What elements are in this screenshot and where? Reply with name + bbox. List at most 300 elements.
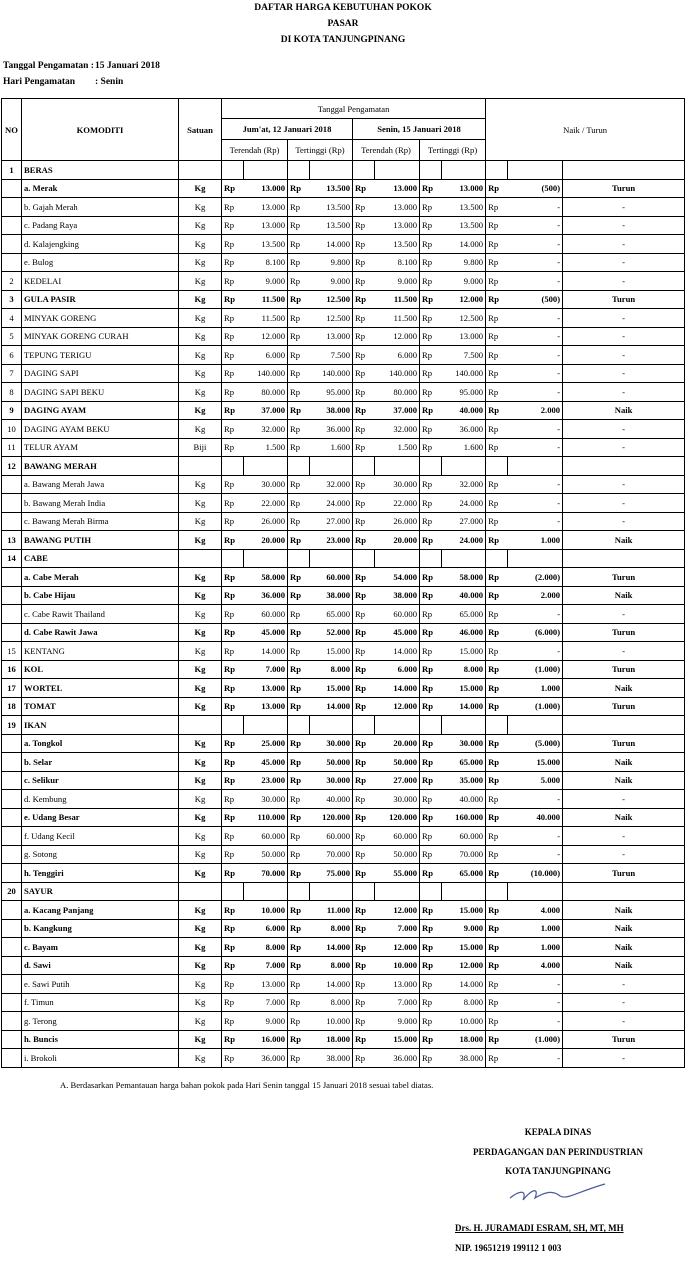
commodity-name: d. Sawi — [22, 956, 179, 975]
price-value: 60.000 — [375, 605, 420, 624]
price-value: 120.000 — [375, 808, 420, 827]
currency-label: Rp — [420, 346, 442, 365]
change-status: - — [563, 827, 685, 846]
currency-label: Rp — [486, 216, 508, 235]
currency-label: Rp — [353, 512, 375, 531]
change-status: - — [563, 272, 685, 291]
change-status: - — [563, 253, 685, 272]
change-status: - — [563, 790, 685, 809]
empty-cell — [310, 716, 353, 735]
change-status: - — [563, 1049, 685, 1068]
currency-label: Rp — [288, 605, 310, 624]
price-value: 9.800 — [310, 253, 353, 272]
price-value: 13.000 — [442, 179, 486, 198]
unit-cell: Kg — [179, 642, 222, 661]
currency-label: Rp — [222, 753, 244, 772]
empty-cell — [310, 161, 353, 180]
table-row — [2, 475, 685, 494]
commodity-name: MINYAK GORENG — [22, 309, 179, 328]
currency-label: Rp — [353, 383, 375, 402]
change-status: Turun — [563, 290, 685, 309]
currency-label: Rp — [420, 808, 442, 827]
price-value: 26.000 — [244, 512, 288, 531]
price-value: 27.000 — [310, 512, 353, 531]
price-value: 7.000 — [375, 919, 420, 938]
price-change: 2.000 — [508, 401, 563, 420]
empty-cell — [244, 549, 288, 568]
change-status: Naik — [563, 753, 685, 772]
change-status: - — [563, 383, 685, 402]
commodity-name: f. Udang Kecil — [22, 827, 179, 846]
currency-label: Rp — [420, 586, 442, 605]
empty-cell — [310, 882, 353, 901]
commodity-name: c. Bawang Merah Birma — [22, 512, 179, 531]
price-value: 13.000 — [244, 216, 288, 235]
table-row — [2, 623, 685, 642]
change-status: Turun — [563, 734, 685, 753]
currency-label: Rp — [486, 290, 508, 309]
table-row — [2, 808, 685, 827]
commodity-name: DAGING AYAM — [22, 401, 179, 420]
price-value: 30.000 — [375, 790, 420, 809]
currency-label: Rp — [222, 901, 244, 920]
empty-cell — [353, 161, 375, 180]
empty-cell — [288, 716, 310, 735]
currency-label: Rp — [420, 771, 442, 790]
empty-cell — [442, 457, 486, 476]
unit-cell: Kg — [179, 420, 222, 439]
price-value: 25.000 — [244, 734, 288, 753]
price-value: 12.500 — [310, 309, 353, 328]
price-value: 110.000 — [244, 808, 288, 827]
unit-cell: Kg — [179, 660, 222, 679]
currency-label: Rp — [288, 198, 310, 217]
change-status: - — [563, 642, 685, 661]
currency-label: Rp — [353, 475, 375, 494]
currency-label: Rp — [288, 253, 310, 272]
currency-label: Rp — [288, 309, 310, 328]
currency-label: Rp — [486, 679, 508, 698]
currency-label: Rp — [222, 845, 244, 864]
change-status: - — [563, 216, 685, 235]
price-value: 13.000 — [244, 975, 288, 994]
table-row — [2, 568, 685, 587]
row-no: 1 — [2, 161, 22, 180]
empty-cell — [244, 716, 288, 735]
row-no: 4 — [2, 309, 22, 328]
empty-cell — [288, 882, 310, 901]
price-value: 46.000 — [442, 623, 486, 642]
currency-label: Rp — [486, 938, 508, 957]
currency-label: Rp — [222, 216, 244, 235]
row-no — [2, 235, 22, 254]
currency-label: Rp — [420, 401, 442, 420]
currency-label: Rp — [486, 383, 508, 402]
row-no — [2, 734, 22, 753]
row-no: 10 — [2, 420, 22, 439]
commodity-name: c. Selikur — [22, 771, 179, 790]
table-row — [2, 790, 685, 809]
price-value: 95.000 — [442, 383, 486, 402]
currency-label: Rp — [222, 993, 244, 1012]
table-row — [2, 327, 685, 346]
currency-label: Rp — [486, 845, 508, 864]
currency-label: Rp — [288, 586, 310, 605]
table-row — [2, 309, 685, 328]
commodity-name: KENTANG — [22, 642, 179, 661]
price-value: 9.000 — [310, 272, 353, 291]
commodity-name: d. Kembung — [22, 790, 179, 809]
currency-label: Rp — [222, 512, 244, 531]
currency-label: Rp — [288, 660, 310, 679]
unit-cell: Kg — [179, 1030, 222, 1049]
currency-label: Rp — [420, 975, 442, 994]
currency-label: Rp — [288, 475, 310, 494]
price-value: 14.000 — [310, 938, 353, 957]
price-value: 8.000 — [310, 993, 353, 1012]
currency-label: Rp — [420, 438, 442, 457]
currency-label: Rp — [288, 568, 310, 587]
empty-cell — [244, 882, 288, 901]
commodity-name: a. Bawang Merah Jawa — [22, 475, 179, 494]
currency-label: Rp — [486, 346, 508, 365]
currency-label: Rp — [222, 1012, 244, 1031]
currency-label: Rp — [486, 919, 508, 938]
currency-label: Rp — [353, 993, 375, 1012]
row-no — [2, 1049, 22, 1068]
empty-cell — [563, 161, 685, 180]
price-value: 8.000 — [310, 956, 353, 975]
price-value: 30.000 — [244, 475, 288, 494]
unit-cell: Kg — [179, 586, 222, 605]
currency-label: Rp — [222, 327, 244, 346]
price-value: 60.000 — [310, 827, 353, 846]
price-value: 9.800 — [442, 253, 486, 272]
change-status: - — [563, 845, 685, 864]
table-row — [2, 1012, 685, 1031]
price-value: 14.000 — [442, 235, 486, 254]
price-change: - — [508, 1012, 563, 1031]
change-status: - — [563, 993, 685, 1012]
empty-cell — [179, 457, 222, 476]
unit-cell: Biji — [179, 438, 222, 457]
row-no — [2, 938, 22, 957]
commodity-name: b. Selar — [22, 753, 179, 772]
price-value: 13.000 — [442, 327, 486, 346]
currency-label: Rp — [486, 1030, 508, 1049]
price-value: 11.500 — [375, 309, 420, 328]
currency-label: Rp — [486, 438, 508, 457]
price-value: 36.000 — [244, 586, 288, 605]
currency-label: Rp — [288, 401, 310, 420]
currency-label: Rp — [420, 1049, 442, 1068]
note-text: A. Berdasarkan Pemantauan harga bahan pokok pada Hari Senin tanggal 15 Januari 2018 sesuai tabel diatas. — [60, 1080, 434, 1090]
row-no — [2, 605, 22, 624]
price-value: 13.500 — [310, 179, 353, 198]
price-change: (1.000) — [508, 697, 563, 716]
price-value: 55.000 — [375, 864, 420, 883]
row-no — [2, 586, 22, 605]
currency-label: Rp — [222, 642, 244, 661]
change-status: Naik — [563, 808, 685, 827]
unit-cell: Kg — [179, 568, 222, 587]
price-value: 65.000 — [310, 605, 353, 624]
price-change: - — [508, 235, 563, 254]
table-row — [2, 198, 685, 217]
empty-cell — [508, 549, 563, 568]
change-status: Turun — [563, 697, 685, 716]
empty-cell — [420, 716, 442, 735]
currency-label: Rp — [353, 642, 375, 661]
currency-label: Rp — [353, 198, 375, 217]
currency-label: Rp — [222, 531, 244, 550]
row-no — [2, 198, 22, 217]
price-value: 10.000 — [244, 901, 288, 920]
currency-label: Rp — [486, 401, 508, 420]
change-status: Naik — [563, 679, 685, 698]
row-no — [2, 993, 22, 1012]
currency-label: Rp — [222, 253, 244, 272]
observation-date — [3, 61, 160, 71]
price-value: 9.000 — [244, 272, 288, 291]
unit-cell: Kg — [179, 253, 222, 272]
signature-name: Drs. H. JURAMADI ESRAM, SH, MT, MH — [455, 1223, 624, 1233]
table-row — [2, 605, 685, 624]
price-change: (500) — [508, 290, 563, 309]
table-row — [2, 753, 685, 772]
price-value: 14.000 — [310, 697, 353, 716]
commodity-name: a. Cabe Merah — [22, 568, 179, 587]
commodity-name: f. Timun — [22, 993, 179, 1012]
observation-date-label: Tanggal Pengamatan : — [3, 61, 94, 71]
empty-cell — [486, 161, 508, 180]
currency-label: Rp — [486, 975, 508, 994]
currency-label: Rp — [222, 864, 244, 883]
header-date-1: Jum'at, 12 Januari 2018 — [222, 119, 353, 140]
currency-label: Rp — [288, 1049, 310, 1068]
price-value: 15.000 — [442, 901, 486, 920]
price-table — [1, 98, 685, 1068]
commodity-group-name: BERAS — [22, 161, 179, 180]
price-change: 2.000 — [508, 586, 563, 605]
currency-label: Rp — [222, 420, 244, 439]
signature-title-1: KEPALA DINAS — [524, 1127, 592, 1137]
change-status: Naik — [563, 956, 685, 975]
unit-cell: Kg — [179, 938, 222, 957]
table-row — [2, 993, 685, 1012]
currency-label: Rp — [353, 956, 375, 975]
currency-label: Rp — [486, 420, 508, 439]
table-row — [2, 956, 685, 975]
price-change: - — [508, 845, 563, 864]
currency-label: Rp — [420, 753, 442, 772]
table-row — [2, 919, 685, 938]
currency-label: Rp — [420, 642, 442, 661]
currency-label: Rp — [420, 605, 442, 624]
price-value: 22.000 — [375, 494, 420, 513]
row-no: 11 — [2, 438, 22, 457]
price-value: 60.000 — [244, 827, 288, 846]
price-value: 60.000 — [310, 568, 353, 587]
currency-label: Rp — [288, 1030, 310, 1049]
commodity-name: BAWANG PUTIH — [22, 531, 179, 550]
unit-cell: Kg — [179, 734, 222, 753]
price-value: 6.000 — [244, 919, 288, 938]
currency-label: Rp — [288, 642, 310, 661]
row-no — [2, 475, 22, 494]
price-value: 13.500 — [442, 198, 486, 217]
currency-label: Rp — [222, 364, 244, 383]
currency-label: Rp — [288, 179, 310, 198]
currency-label: Rp — [353, 790, 375, 809]
commodity-name: c. Cabe Rawit Thailand — [22, 605, 179, 624]
price-value: 14.000 — [244, 642, 288, 661]
price-change: - — [508, 198, 563, 217]
unit-cell: Kg — [179, 975, 222, 994]
commodity-name: i. Brokoli — [22, 1049, 179, 1068]
table-row — [2, 975, 685, 994]
commodity-name: g. Terong — [22, 1012, 179, 1031]
change-status: Naik — [563, 919, 685, 938]
commodity-name: b. Gajah Merah — [22, 198, 179, 217]
price-value: 12.000 — [375, 327, 420, 346]
price-change: - — [508, 1049, 563, 1068]
currency-label: Rp — [486, 475, 508, 494]
unit-cell: Kg — [179, 919, 222, 938]
currency-label: Rp — [222, 827, 244, 846]
unit-cell: Kg — [179, 179, 222, 198]
price-value: 6.000 — [375, 660, 420, 679]
currency-label: Rp — [353, 438, 375, 457]
price-value: 65.000 — [442, 864, 486, 883]
currency-label: Rp — [353, 808, 375, 827]
price-value: 13.000 — [244, 179, 288, 198]
price-value: 75.000 — [310, 864, 353, 883]
price-value: 12.000 — [442, 290, 486, 309]
group-row — [2, 457, 685, 476]
price-value: 8.100 — [375, 253, 420, 272]
price-value: 45.000 — [375, 623, 420, 642]
unit-cell: Kg — [179, 346, 222, 365]
unit-cell: Kg — [179, 753, 222, 772]
row-no: 3 — [2, 290, 22, 309]
currency-label: Rp — [222, 808, 244, 827]
currency-label: Rp — [420, 845, 442, 864]
observation-day — [3, 77, 124, 87]
empty-cell — [222, 549, 244, 568]
price-value: 80.000 — [244, 383, 288, 402]
price-value: 27.000 — [442, 512, 486, 531]
price-value: 38.000 — [442, 1049, 486, 1068]
price-value: 10.000 — [442, 1012, 486, 1031]
price-value: 8.000 — [442, 993, 486, 1012]
price-value: 9.000 — [244, 1012, 288, 1031]
price-value: 14.000 — [442, 975, 486, 994]
price-value: 15.000 — [442, 642, 486, 661]
observation-day-value: : Senin — [95, 77, 124, 87]
row-no: 17 — [2, 679, 22, 698]
header-low-1: Terendah (Rp) — [222, 140, 288, 161]
price-value: 23.000 — [244, 771, 288, 790]
currency-label: Rp — [222, 179, 244, 198]
currency-label: Rp — [353, 734, 375, 753]
currency-label: Rp — [420, 568, 442, 587]
price-value: 9.000 — [375, 272, 420, 291]
row-no — [2, 253, 22, 272]
currency-label: Rp — [353, 1012, 375, 1031]
price-value: 70.000 — [442, 845, 486, 864]
empty-cell — [420, 549, 442, 568]
currency-label: Rp — [222, 198, 244, 217]
price-value: 24.000 — [442, 531, 486, 550]
empty-cell — [375, 549, 420, 568]
price-value: 13.500 — [442, 216, 486, 235]
change-status: Turun — [563, 864, 685, 883]
table-row — [2, 216, 685, 235]
price-change: - — [508, 438, 563, 457]
observation-day-label: Hari Pengamatan — [3, 77, 76, 87]
table-row — [2, 179, 685, 198]
price-change: (5.000) — [508, 734, 563, 753]
currency-label: Rp — [486, 1049, 508, 1068]
currency-label: Rp — [420, 938, 442, 957]
price-value: 8.000 — [442, 660, 486, 679]
price-value: 50.000 — [244, 845, 288, 864]
price-value: 20.000 — [244, 531, 288, 550]
price-value: 22.000 — [244, 494, 288, 513]
row-no — [2, 623, 22, 642]
empty-cell — [222, 882, 244, 901]
empty-cell — [508, 716, 563, 735]
currency-label: Rp — [353, 272, 375, 291]
table-row — [2, 771, 685, 790]
currency-label: Rp — [222, 346, 244, 365]
currency-label: Rp — [420, 623, 442, 642]
currency-label: Rp — [222, 383, 244, 402]
price-change: - — [508, 327, 563, 346]
currency-label: Rp — [222, 605, 244, 624]
currency-label: Rp — [486, 253, 508, 272]
empty-cell — [508, 457, 563, 476]
change-status: - — [563, 975, 685, 994]
change-status: Turun — [563, 623, 685, 642]
price-value: 50.000 — [375, 753, 420, 772]
change-status: - — [563, 605, 685, 624]
unit-cell: Kg — [179, 623, 222, 642]
change-status: - — [563, 346, 685, 365]
change-status: - — [563, 309, 685, 328]
currency-label: Rp — [288, 771, 310, 790]
table-row — [2, 679, 685, 698]
currency-label: Rp — [222, 235, 244, 254]
currency-label: Rp — [288, 827, 310, 846]
currency-label: Rp — [353, 605, 375, 624]
doc-title-line3: DI KOTA TANJUNGPINANG — [280, 35, 406, 45]
commodity-name: a. Kacang Panjang — [22, 901, 179, 920]
currency-label: Rp — [222, 919, 244, 938]
currency-label: Rp — [486, 697, 508, 716]
price-value: 140.000 — [244, 364, 288, 383]
currency-label: Rp — [353, 1049, 375, 1068]
unit-cell: Kg — [179, 808, 222, 827]
price-change: 1.000 — [508, 938, 563, 957]
empty-cell — [486, 716, 508, 735]
price-value: 37.000 — [375, 401, 420, 420]
row-no: 16 — [2, 660, 22, 679]
price-value: 14.000 — [310, 975, 353, 994]
table-row — [2, 383, 685, 402]
price-change: (6.000) — [508, 623, 563, 642]
